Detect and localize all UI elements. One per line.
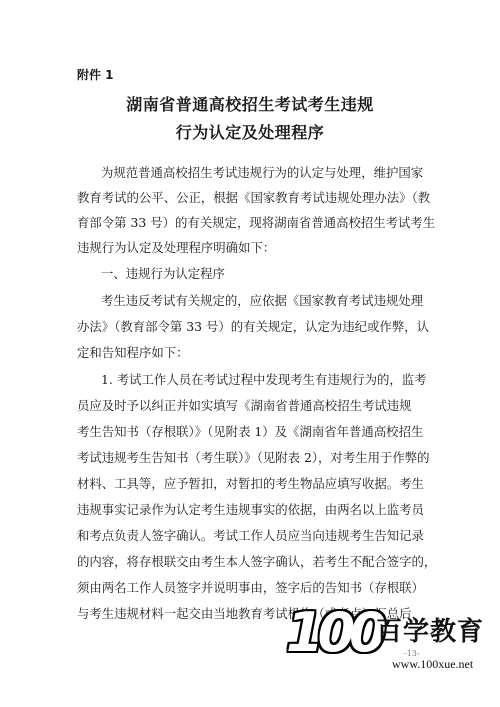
body-line: 员应及时予以纠正并如实填写《湖南省普通高校招生考试违规 (77, 398, 412, 413)
body-line: 为规范普通高校招生考试违规行为的认定与处理，维护国家 (101, 165, 424, 180)
page-number: -13- (404, 649, 420, 658)
body-line: 与考生违规材料一起交由当地教育考试机构（或考点）汇总后， (77, 606, 424, 621)
watermark-brand: 百学教育 (376, 617, 485, 647)
watermark-100-logo: 100 (286, 601, 381, 664)
document-title-line-1: 湖南省普通高校招生考试考生违规 (126, 95, 374, 114)
body-line: 考生告知书（存根联）》（见附表 1）及《湖南省年普通高校招生 (77, 424, 424, 439)
body-line: 考试违规考生告知书（考生联）》（见附表 2），对考生用于作弊的 (77, 450, 430, 465)
body-line: 定和告知程序如下： (77, 345, 189, 360)
body-line: 和考点负责人签字确认。考试工作人员应当向违规考生告知记录 (77, 528, 424, 543)
body-line: 材料、工具等，应予暂扣，对暂扣的考生物品应填写收据。考生 (77, 476, 424, 491)
body-line: 1. 考试工作人员在考试过程中发现考生有违规行为的，监考 (101, 372, 427, 387)
body-line: 须由两名工作人员签字并说明事由，签字后的告知书（存根联） (77, 580, 424, 595)
watermark-logo (286, 601, 496, 691)
body-line: 违规行为认定及处理程序明确如下： (77, 240, 276, 255)
body-line: 教育考试的公平、公正，根据《国家教育考试违规处理办法》（教 (77, 190, 431, 205)
watermark-url: www.100xue.net (392, 657, 474, 671)
attachment-label: 附件 1 (77, 68, 114, 82)
body-line: 考生违反考试有关规定的，应依据《国家教育考试违规处理 (101, 293, 424, 308)
body-line: 违规事实记录作为认定考生违规事实的依据，由两名以上监考员 (77, 502, 424, 517)
section-heading: 一、违规行为认定程序 (101, 266, 225, 281)
document-title-line-2: 行为认定及处理程序 (175, 123, 325, 142)
body-line: 办法》（教育部令第 33 号）的有关规定，认定为违纪或作弊，认 (77, 319, 429, 334)
body-line: 育部令第 33 号）的有关规定，现将湖南省普通高校招生考试考生 (77, 215, 436, 230)
body-line: 的内容，将存根联交由考生本人签字确认，若考生不配合签字的， (77, 554, 437, 569)
